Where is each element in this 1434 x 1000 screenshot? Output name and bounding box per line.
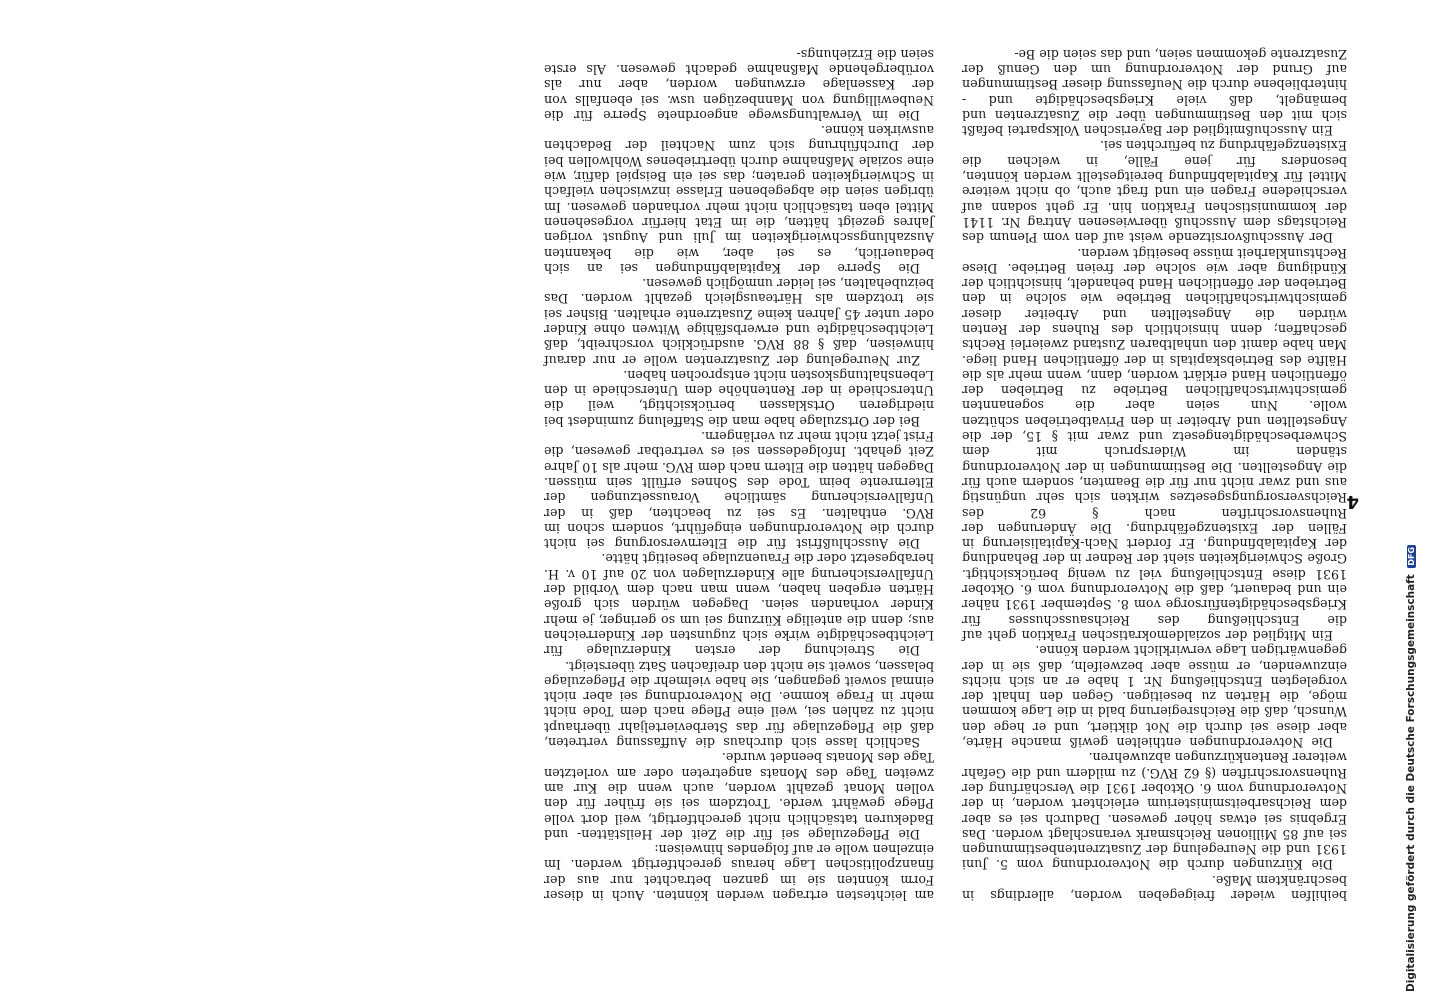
paragraph: Die Kürzungen durch die Notverordnung vom 5. Juni 1931 und die Neuregelung der Zusatzrentenbestimmungen sei auf 85 Millionen Reichsmark veranschlagt worden. Das Ergebnis sei etwas höher gewesen. Dadurch sei es aber dem Reichsarbeitsministerium erleichtert worden, in der Notverordnung vom 6. Oktober 1931 die Verschärfung der Ruhensvorschriften (§ 62 RVG.) zu mildern und die Gefahr weiterer Rentenkürzungen abzuwehren.	[962, 750, 1347, 873]
paragraph: Die Ausschlußfrist für die Elternversorgung sei nicht durch die Notverordnungen eingeführt, sondern schon im RVG. enthalten. Es sei zu beachten, daß in der Unfallversicherung sämtliche Voraussetzungen der Elternrente beim Tode des Sohnes erfüllt sein müssen. Dagegen hätten die Eltern nach dem RVG. mehr als 10 Jahre Zeit gehabt. Infolgedessen sei es vertretbar gewesen, die Frist jetzt nicht mehr zu verlängern.	[544, 429, 934, 552]
digitization-credit-text: Digitalisierung gefördert durch die Deutsche Forschungsgemeinschaft	[1405, 574, 1417, 992]
digitization-credit-strip	[1405, 0, 1431, 1000]
paragraph: Bei der Ortszulage habe man die Staffelung zumindest bei niedrigeren Ortsklassen berücksichtigt, weil die Unterschiede in der Rentenhöhe dem Unterschiede in den Lebenshaltungskosten nicht entsprochen haben.	[544, 367, 934, 429]
paragraph: Sachlich lasse sich durchaus die Auffassung vertreten, daß die Pflegezulage für das Sterbevierteljahr überhaupt nicht zu zahlen sei, weil eine Pflege nach dem Tode nicht mehr in Frage komme. Die Notverordnung sei aber nicht einmal soweit gegangen, sie habe vielmehr die Pflegezulage belassen, soweit sie nicht den dreifachen Satz übersteigt.	[544, 658, 934, 751]
paragraph: Die Sperre der Kapitalabfindungen sei an sich bedauerlich, es sei aber, wie die bekannten Auszahlungsschwierigkeiten im Juli und August vorigen Jahres gezeigt hätten, die im Etat hierfür vorgesehenen Mittel eben tatsächlich nicht mehr vorhanden gewesen. Im übrigen seien die abgegebenen Erlasse inzwischen vielfach in Schwierigkeiten geraten; das sei ein Beispiel dafür, wie eine soziale Maßnahme durch übertriebenes Wohlwollen bei der Durchführung sich zum Nachteil der Bedachten auswirken könne.	[544, 123, 934, 276]
paragraph: Die Notverordnungen enthielten gewiß manche Härte, aber diese sei durch die Not diktiert, und er hege den Wunsch, daß die Reichsregierung bald in die Lage kommen möge, die Härten zu beseitigen. Gegen den Inhalt der vorgelegten Entschließung Nr. 1 habe er an sich nichts einzuwenden, er müsse aber bezweifeln, daß sie in der gegenwärtigen Lage verwirklicht werden könne.	[962, 643, 1347, 751]
page-number: 4	[1346, 491, 1359, 512]
text-column-right	[544, 46, 934, 903]
text-column-left	[962, 46, 1347, 903]
paragraph: Die Streichung der ersten Kinderzulage für Leichtbeschädigte wirke sich zugunsten der Kinderreichen aus; denn die anteilige Kürzung sei um so geringer, je mehr Kinder vorhanden seien. Dagegen würden sich große Härten ergeben haben, wenn man nach dem Vorbild der Unfallversicherung alle Kinderzulagen von 20 auf 10 v. H. herabgesetzt oder die Frauenzulage beseitigt hätte.	[544, 551, 934, 659]
paragraph: Die Pflegezulage sei für die Zeit der Heilstätten- und Badekuren tatsächlich nicht gerechtfertigt, weil dort volle Pflege gewährt werde. Trotzdem sei sie früher für den vollen Monat gezahlt worden, auch wenn die Kur am zweiten Tage des Monats angetreten oder am vorletzten Tage des Monats beendet wurde.	[544, 750, 934, 842]
paragraph: am leichtesten ertragen werden könnten. Auch in dieser Form könnten sie im ganzen betrachtet nur aus der finanzpolitischen Lage heraus gerechtfertigt werden. Im einzelnen wolle er auf folgendes hinweisen:	[544, 842, 934, 903]
paragraph: Der Ausschußvorsitzende weist auf den vom Plenum des Reichstags dem Ausschuß überwiesenen Antrag Nr. 1141 der kommunistischen Fraktion hin. Er geht sodann auf verschiedene Fragen ein und fragt auch, ob nicht weitere Mittel für Kapitalabfindung bereitgestellt werden könnten, besonders für jene Fälle, in welchen die Existenzgefährdung zu befürchten sei.	[962, 138, 1347, 246]
paragraph: Zur Neuregelung der Zusatzrenten wolle er nur darauf hinweisen, daß § 88 RVG. ausdrücklich vorschreibt, daß Leichtbeschädigte und erwerbsfähige Witwen ohne Kinder oder unter 45 Jahren keine Zusatzrente erhalten. Bisher sei sie trotzdem als Härteausgleich gezahlt worden. Das beizubehalten, sei leider unmöglich gewesen.	[544, 276, 934, 368]
paragraph: Die im Verwaltungswege angeordnete Sperre für die Neubewilligung von Mannbezügen usw. sei ebenfalls von der Kassenlage erzwungen worden, aber nur als vorübergehende Maßnahme gedacht gewesen. Als erste seien die Erziehungs-	[544, 46, 934, 123]
paragraph: Ein Ausschußmitglied der Bayerischen Volkspartei befaßt sich mit den Bestimmungen über die Zusatzrenten und bemängelt, daß viele Kriegsbeschädigte und -hinterbliebene durch die Neufassung dieser Bestimmungen auf Grund der Notverordnung um den Genuß der Zusatzrente gekommen seien, und das seien die Be-	[962, 46, 1347, 139]
paragraph: Ein Mitglied der sozialdemokratischen Fraktion geht auf die Entschließung des Reichsausschusses für Kriegsbeschädigtenfürsorge vom 8. September 1931 näher ein und bedauert, daß die Notverordnung vom 6. Oktober 1931 diese Entschließung viel zu wenig berücksichtigt. Große Schwierigkeiten sieht der Redner in der Behandlung der Kapitalabfindung. Er fordert Nach-Kapitalisierung in Fällen der Existenzgefährdung. Die Änderungen der Ruhensvorschriften nach § 62 des Reichsversorgungsgesetzes wirkten sich sehr ungünstig aus und zwar nicht nur für die Beamten, sondern auch für die Angestellten. Die Bestimmungen in der Notverordnung ständen im Widerspruch mit dem Schwerbeschädigtengesetz und zwar mit § 15, der die Angestellten und Arbeiter in den Privatbetrieben schützen wolle. Nun seien aber die sogenannten gemischtwirtschaftlichen Betriebe zu Betrieben der öffentlichen Hand erklärt worden, dann, wenn mehr als die Hälfte des Betriebskapitals in der öffentlichen Hand liege. Man habe damit den unhaltbaren Zustand zweierlei Rechts geschaffen; denn hinsichtlich des Ruhens der Renten würden die Angestellten und Arbeiter dieser gemischtwirtschaftlichen Betriebe wie solche in den Betrieben der öffentlichen Hand behandelt, hinsichtlich der Kündigung aber wie solche der freien Betriebe. Diese Rechtsunklarheit müsse beseitigt werden.	[962, 245, 1347, 643]
paragraph: beihilfen wieder freigegeben worden, allerdings in beschränktem Maße.	[962, 872, 1347, 903]
dfg-logo: DFG	[1407, 546, 1416, 566]
digitization-credit	[1405, 0, 1417, 992]
